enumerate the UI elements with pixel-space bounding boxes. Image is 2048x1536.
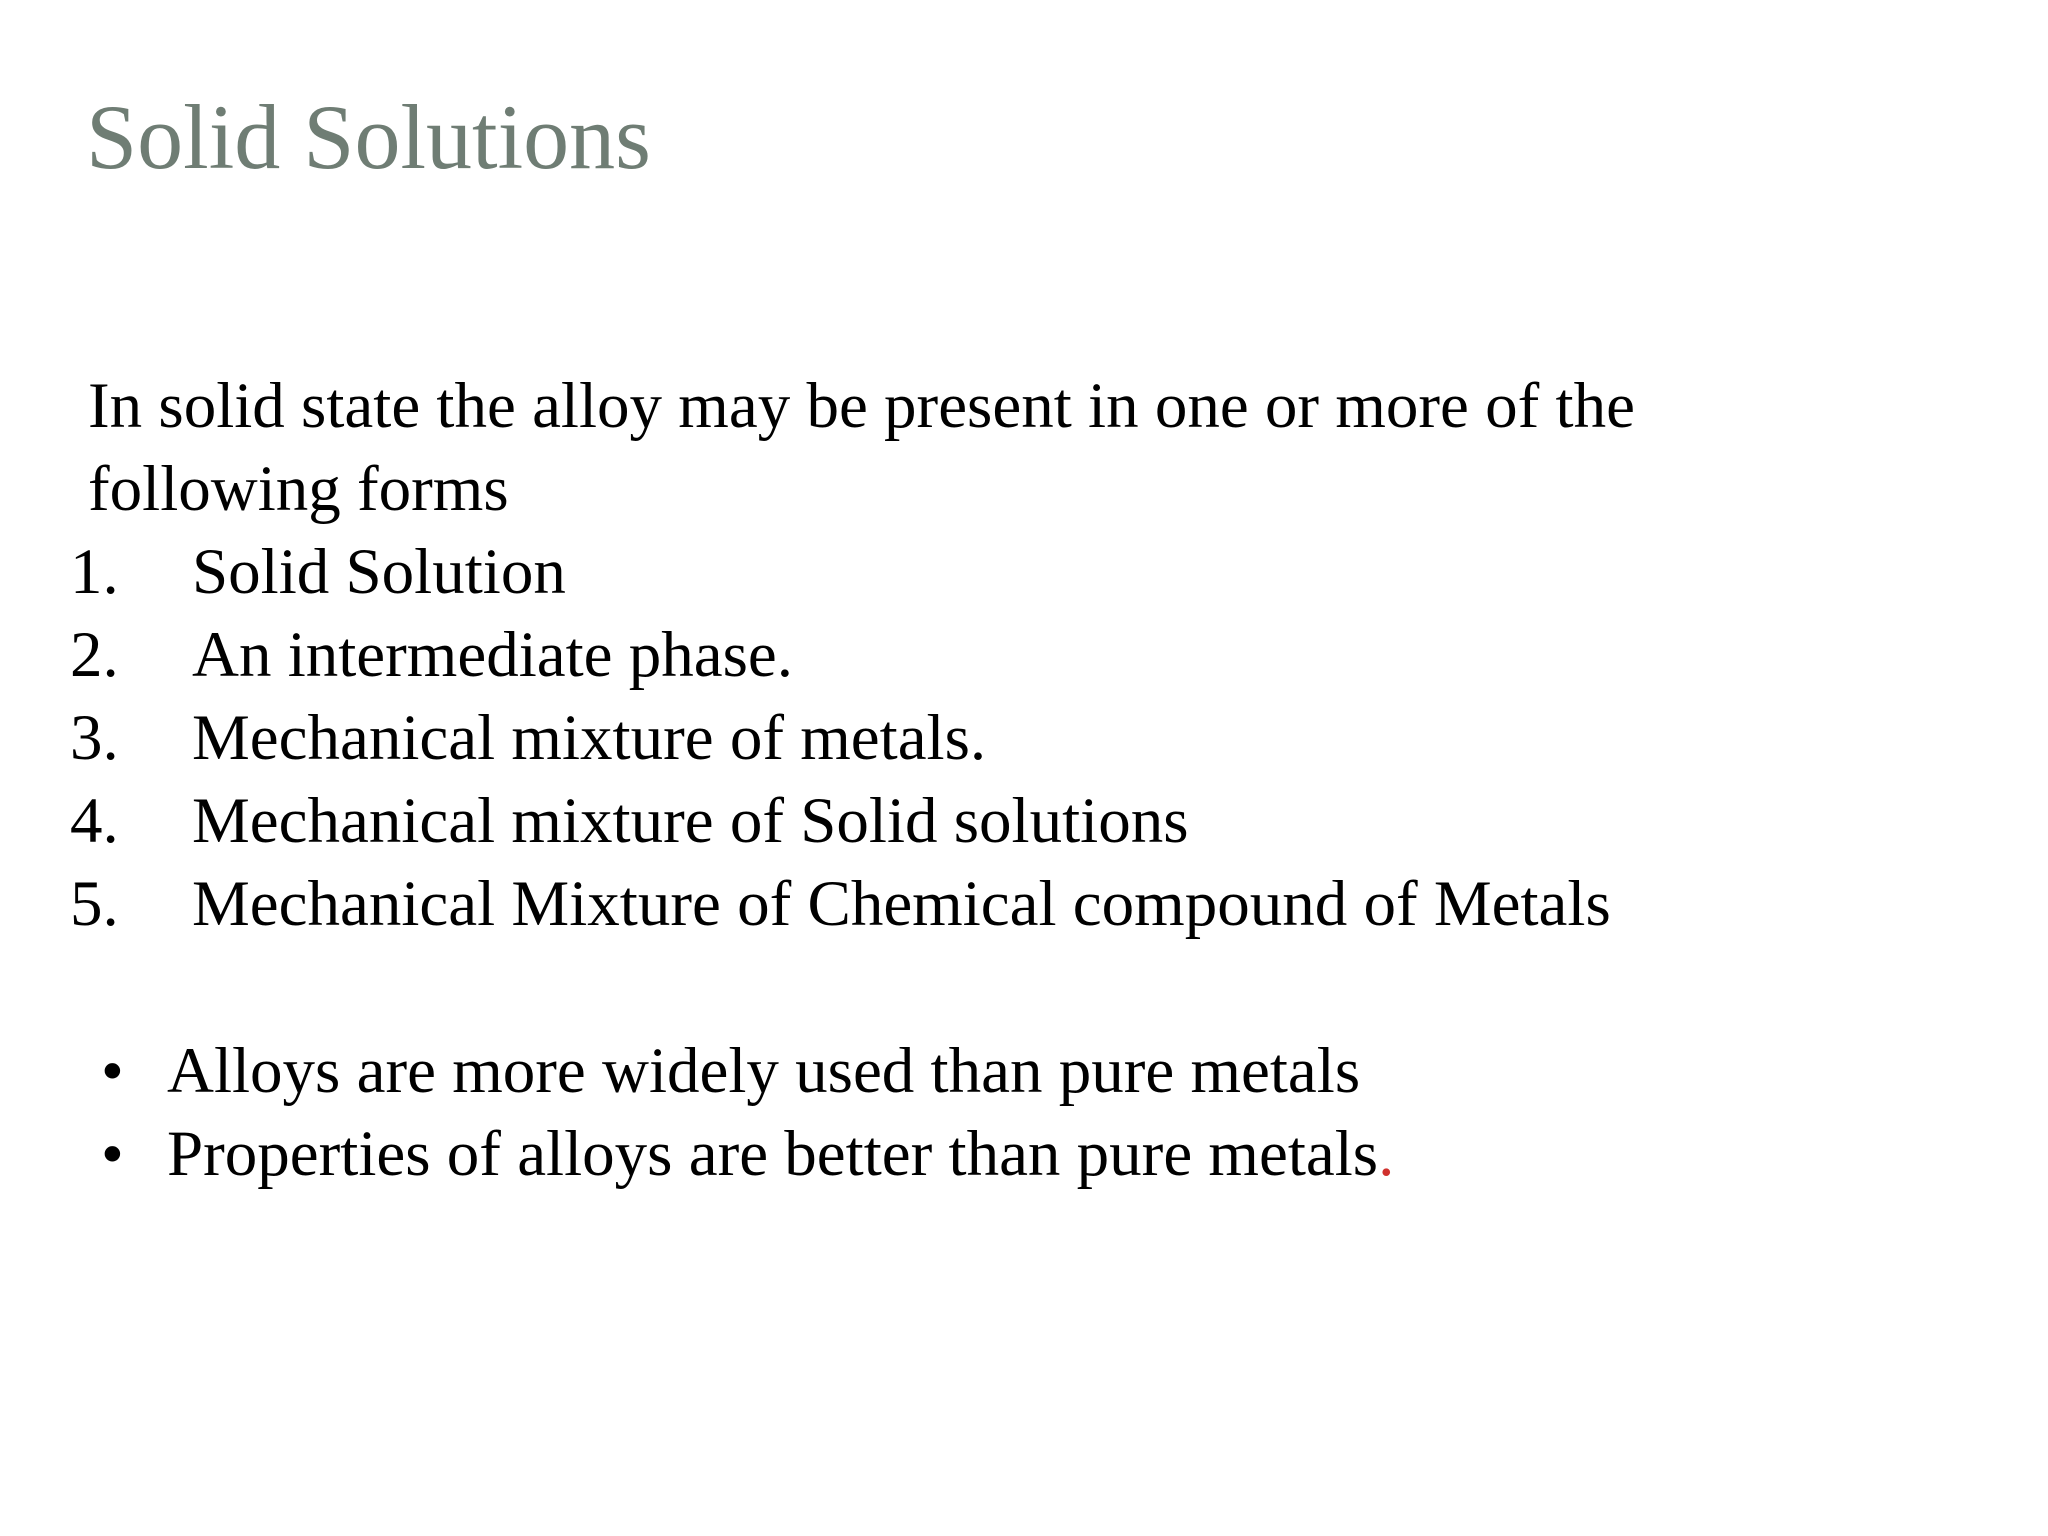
list-item: [70, 614, 1611, 697]
intro-text: In solid state the alloy may be present in one or more of the following forms: [88, 370, 1635, 525]
list-item: [70, 697, 1611, 780]
bullet-text: Properties of alloys are better than pure metals: [167, 1118, 1379, 1190]
list-number: 3.: [70, 702, 119, 774]
list-number: 5.: [70, 868, 119, 940]
list-item-text: Solid Solution: [192, 536, 566, 608]
list-number: 4.: [70, 785, 119, 857]
bullet-item: [95, 1113, 1394, 1196]
list-item: [70, 863, 1611, 946]
bullet-item: [95, 1030, 1394, 1113]
bullet-dot-icon: •: [101, 1035, 124, 1107]
list-item-text: Mechanical mixture of Solid solutions: [192, 785, 1189, 857]
bullet-text: Alloys are more widely used than pure metals: [167, 1035, 1361, 1107]
list-item: [70, 531, 1611, 614]
list-item: [70, 780, 1611, 863]
bullet-list: [95, 1030, 1394, 1196]
bullet-dot-icon: •: [101, 1118, 124, 1190]
bullet-suffix: .: [1378, 1118, 1395, 1190]
list-item-text: Mechanical mixture of metals.: [192, 702, 987, 774]
list-number: 1.: [70, 536, 119, 608]
list-number: 2.: [70, 619, 119, 691]
slide-title: Solid Solutions: [86, 86, 651, 188]
list-item-text: An intermediate phase.: [192, 619, 794, 691]
numbered-list: [70, 531, 1611, 946]
list-item-text: Mechanical Mixture of Chemical compound of Metals: [192, 868, 1611, 940]
